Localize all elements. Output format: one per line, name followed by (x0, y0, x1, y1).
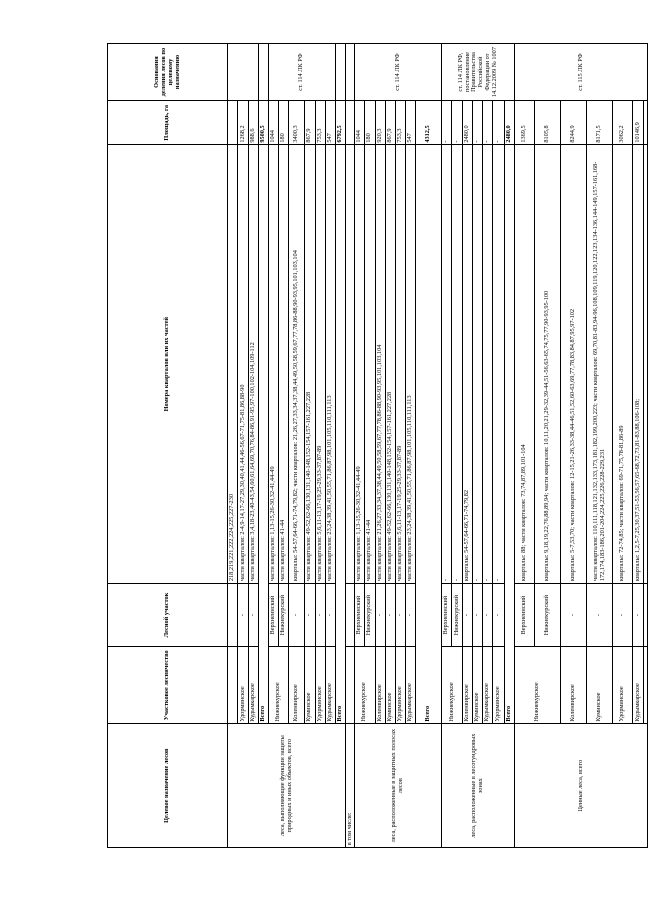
area-cell: 1268,2 (238, 101, 248, 145)
forestry-cell: Удорминское (395, 647, 405, 724)
area-cell: - (452, 101, 462, 145)
plot-cell: Верхнеинский (268, 583, 278, 646)
plot-cell: - (248, 583, 258, 646)
plot-cell: - (493, 583, 505, 646)
total-area: 6792,5 (335, 101, 345, 145)
area-cell: 867,9 (385, 101, 395, 145)
forestry-cell: Нижнекурское (442, 647, 462, 724)
forestry-cell: Удорминское (315, 647, 325, 724)
quarters-cell: - (442, 145, 452, 583)
table-header-row (108, 44, 228, 848)
empty-cell (346, 583, 355, 646)
plot-cell: - (305, 583, 315, 646)
quarters-cell: кварталы: 54-57,64-66,71-74,79,82; части кварталов: 21,26,27,33,34,37,38,44,49,50,58,59,67,77,78,86-88,90-93,95,101,103,104 (289, 145, 305, 583)
area-cell: 1044 (355, 101, 365, 145)
forestry-cell: Кудымкарское (633, 647, 643, 724)
quarters-cell: части кварталов: 49-52,62-66,130,131,140-148,152-154,157-161,227,228 (305, 145, 315, 583)
plot-cell: Нижнекурский (365, 583, 375, 646)
quarters-cell: части кварталов: 5,6,11-13,17-19,25-29,33-37,87-89 (315, 145, 325, 583)
forestry-cell: Куминское (385, 647, 395, 724)
plot-cell: - (633, 583, 643, 646)
plot-cell: - (395, 583, 405, 646)
area-cell: 920,3 (375, 101, 385, 145)
area-cell: - (472, 101, 482, 145)
quarters-cell: части кварталов: 3,4,18-23,40-43,54,60,61,64,69,70,76,84-86,91-95,97-100,102-104,109-112 (248, 145, 258, 583)
forestry-cell: Удорминское (493, 647, 505, 724)
empty-cell (643, 145, 647, 583)
forestry-cell: Кудымкарское (325, 647, 335, 724)
forestry-cell: Удорминское (613, 647, 633, 724)
plot-cell: - (561, 583, 587, 646)
quarters-cell: - (472, 145, 482, 583)
empty-cell (643, 101, 647, 145)
quarters-cell: части кварталов: 41-44 (365, 145, 375, 583)
empty-cell (335, 44, 345, 101)
area-cell: 8171,5 (587, 101, 613, 145)
forest-purpose-table (107, 43, 648, 848)
table-row (442, 44, 452, 848)
forestry-cell: Нижнекурское (268, 647, 288, 724)
rotated-table-wrapper (107, 43, 641, 848)
total-label: Всего (258, 145, 268, 724)
quarters-cell: части кварталов: 110,111,118,121,132,133,173,181,182,199,200,223; части кварталов: 69,70,81-83,94-96,108,109,119,120,122,123,134-136,144-149,157-161,168-172,174,183-186,201-204,224,225,226,228-229,231 (587, 145, 613, 583)
forestry-cell: Нижнекурское (515, 647, 561, 724)
area-cell: 1044 (268, 101, 278, 145)
forestry-cell: Кудымкарское (483, 647, 493, 724)
total-area: 4312,5 (416, 101, 442, 145)
empty-cell (643, 583, 647, 646)
area-cell: - (442, 101, 452, 145)
plot-cell: Верхнеинский (355, 583, 365, 646)
quarters-cell: части кварталов: 1,13-15,26-30,32-41,44-49 (355, 145, 365, 583)
quarters-cell: части кварталов: 41-44 (279, 145, 289, 583)
basis-cell (228, 44, 259, 101)
plot-cell: Верхнеинский (442, 583, 452, 646)
quarters-cell: кварталы: 72-74,85; части кварталов: 69-71,75,78-81,86-89 (613, 145, 633, 583)
forestry-cell: Куминское (305, 647, 315, 724)
quarters-cell: кварталы: 5-7,53,70; части кварталов: 12-15,21-26,33-38,44-46,51,52,60-63,69,77,78,83,84,87,95,97-102 (561, 145, 587, 583)
plot-cell: Нижнекурский (279, 583, 289, 646)
area-cell: 867,9 (305, 101, 315, 145)
plot-cell: - (472, 583, 482, 646)
forestry-cell: Кудымкарское (406, 647, 416, 724)
plot-cell: - (406, 583, 416, 646)
quarters-cell: кварталы: 9,18,19,22,76,88,89,94; части кварталов: 10,11,20,21,29-32,39-44,51-56,63-65,74,75,77,90-93,95-100 (535, 145, 561, 583)
total-area: 2480,0 (505, 101, 515, 145)
area-cell: 180 (365, 101, 375, 145)
header-basis: Основания деления лесов по целевому назначению (108, 44, 228, 101)
header-plot: Лесной участок (108, 583, 228, 646)
forestry-cell: Коленвирское (462, 647, 472, 724)
forestry-cell: Куминское (472, 647, 482, 724)
area-cell: 8244,9 (561, 101, 587, 145)
purpose-cell: Ценные леса, всего (515, 724, 647, 848)
plot-cell: - (238, 583, 248, 646)
plot-cell: - (325, 583, 335, 646)
quarters-cell: части кварталов: 23,24,38,39,41,50,55,71,86,87,98,101,105,110,111,113 (406, 145, 416, 583)
total-label: Всего (416, 145, 442, 724)
forestry-cell: Куминское (587, 647, 613, 724)
area-cell: 1369,5 (515, 101, 535, 145)
quarters-cell: - (452, 145, 462, 583)
plot-cell: - (462, 583, 472, 646)
area-cell: - (493, 101, 505, 145)
basis-cell: ст. 114 ЛК РФ (355, 44, 442, 101)
table-row (228, 44, 238, 848)
plot-cell: - (375, 583, 385, 646)
empty-cell (346, 101, 355, 145)
area-cell: 10146,9 (633, 101, 643, 145)
area-cell: 753,3 (395, 101, 405, 145)
table-row (346, 44, 355, 848)
area-cell (228, 101, 238, 145)
purpose-cell: леса, расположенные в защитных полосах лесов (355, 724, 442, 848)
purpose-cell: леса, выполняющие функции защиты природных и иных объектов, всего (228, 724, 346, 848)
quarters-cell: 218,219,221,222,224,225,227-230 (228, 145, 238, 583)
quarters-cell: части кварталов: 21,26,27,33,34,37,38,44,49,50,58,59,67,77,78,86-88,90-93,95,101,103,104 (375, 145, 385, 583)
quarters-cell: кварталы: 1,2,5-7,25,30,37,51-53,56,57,65-68,72,73,81-83,88,106-108; (633, 145, 643, 583)
basis-cell: ст. 115 ЛК РФ (515, 44, 647, 101)
quarters-cell: кварталы: 54-57,64-66,71-74,79,82 (462, 145, 472, 583)
quarters-cell: части кварталов: 49-52,62-66,130,131,140-148,152-154,157-161,227,228 (385, 145, 395, 583)
empty-cell (643, 647, 647, 724)
plot-cell: Нижнекурский (535, 583, 561, 646)
empty-cell (346, 145, 355, 583)
area-cell: 547 (325, 101, 335, 145)
quarters-cell: части кварталов: 5,6,11-13,17-19,25-29,33-37,87-89 (395, 145, 405, 583)
plot-cell: - (385, 583, 395, 646)
plot-cell (228, 583, 238, 646)
forestry-cell (228, 647, 238, 724)
total-label: Всего (505, 145, 515, 724)
area-cell: 988,6 (248, 101, 258, 145)
quarters-cell: части кварталов: 23,24,38,39,41,50,55,71,86,87,98,101,105,110,111,113 (325, 145, 335, 583)
total-area: 9500,5 (258, 101, 268, 145)
area-cell: 2480,0 (462, 101, 472, 145)
header-area: Площадь, га (108, 101, 228, 145)
plot-cell: - (289, 583, 305, 646)
empty-cell (346, 647, 355, 724)
quarters-cell: - (483, 145, 493, 583)
plot-cell: - (613, 583, 633, 646)
purpose-cell: леса, расположенные в лесотундровых зонах (442, 724, 515, 848)
area-cell: 180 (279, 101, 289, 145)
forestry-cell: Коленвирское (289, 647, 305, 724)
plot-cell: - (315, 583, 325, 646)
quarters-cell: - (493, 145, 505, 583)
forestry-cell: Удорминское (238, 647, 248, 724)
incl-label: в том числе: (346, 724, 355, 848)
area-cell: - (483, 101, 493, 145)
table-row (515, 44, 535, 848)
area-cell: 8105,8 (535, 101, 561, 145)
quarters-cell: кварталы: 88; части кварталов: 73,74,87,89,101-104 (515, 145, 535, 583)
header-purpose: Целевое назначение лесов (108, 724, 228, 848)
plot-cell: Нижнекурский (452, 583, 462, 646)
plot-cell: - (587, 583, 613, 646)
area-cell: 3062,2 (613, 101, 633, 145)
header-forestry: Участковое лесничество (108, 647, 228, 724)
basis-cell: ст. 114 ЛК РФ, постановление Правительства Российской Федерации от 14.12.2009 № 1007 (442, 44, 515, 101)
basis-cell: ст. 114 ЛК РФ (268, 44, 335, 101)
area-cell: 547 (406, 101, 416, 145)
table-row (355, 44, 365, 848)
empty-cell (346, 44, 355, 101)
quarters-cell: части кварталов: 2-4,9-14,17-27,29,30,40,41,44,46-56,67-71,75-81,86,88-90 (238, 145, 248, 583)
plot-cell: Верхнеинский (515, 583, 535, 646)
area-cell: 3400,3 (289, 101, 305, 145)
area-cell: 753,3 (315, 101, 325, 145)
forestry-cell: Коленвирское (561, 647, 587, 724)
forestry-cell: Кудымкарское (248, 647, 258, 724)
header-quarters: Номера кварталов или их частей (108, 145, 228, 583)
quarters-cell: части кварталов: 1,13-15,26-30,32-41,44-49 (268, 145, 278, 583)
forestry-cell: Коленвирское (375, 647, 385, 724)
plot-cell: - (483, 583, 493, 646)
empty-cell (258, 44, 268, 101)
total-label: Всего (335, 145, 345, 724)
forestry-cell: Нижнекурское (355, 647, 375, 724)
